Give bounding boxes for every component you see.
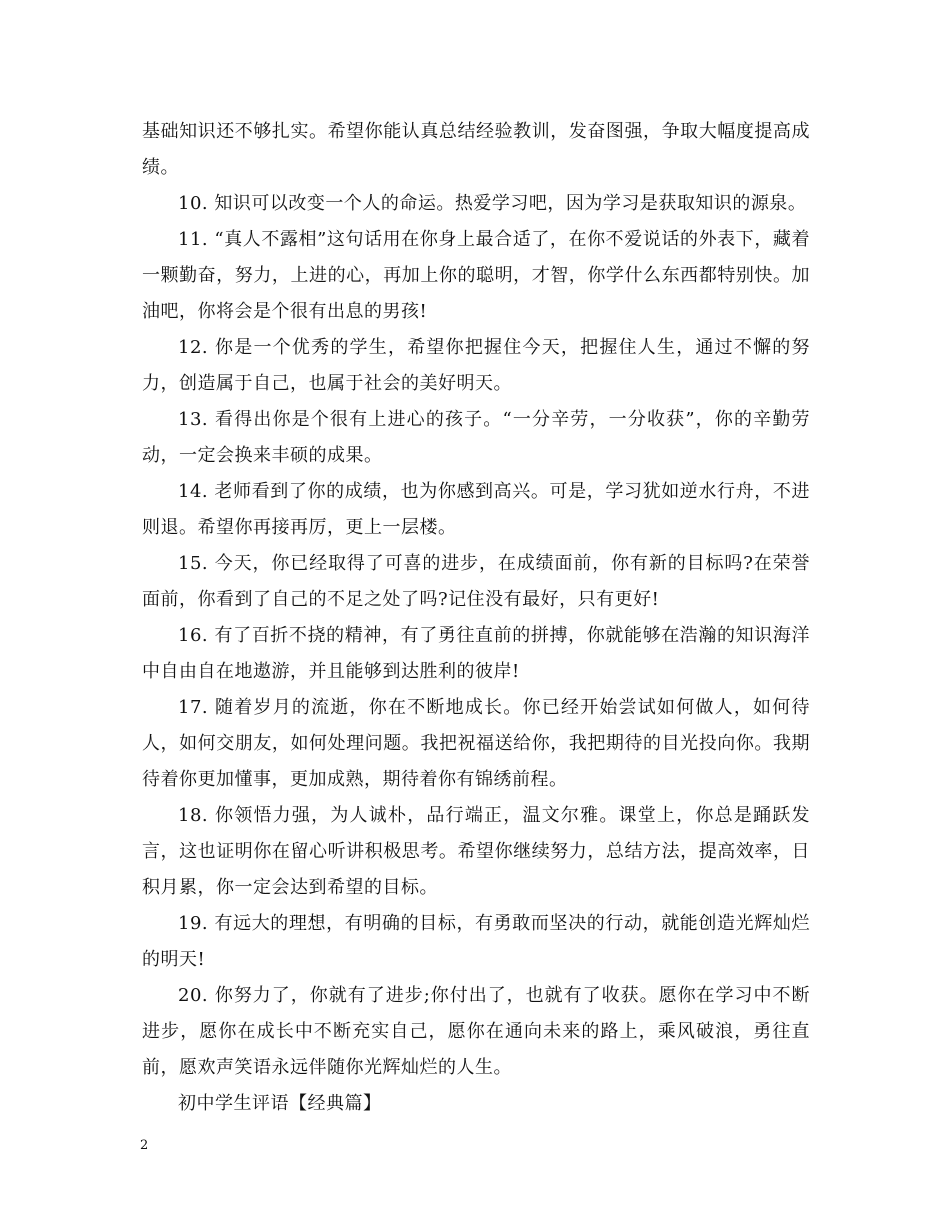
- section-heading: 初中学生评语【经典篇】: [178, 1093, 382, 1114]
- document-body: [142, 114, 810, 1122]
- comment-item-14: 14. 老师看到了你的成绩，也为你感到高兴。可是，学习犹如逆水行舟，不进则退。希望你再接再厉，更上一层楼。: [142, 481, 810, 538]
- comment-item-15: 15. 今天，你已经取得了可喜的进步，在成绩面前，你有新的目标吗?在荣誉面前，你看到了自己的不足之处了吗?记住没有最好，只有更好!: [142, 553, 810, 610]
- comment-item-17: 17. 随着岁月的流逝，你在不断地成长。你已经开始尝试如何做人，如何待人，如何交朋友，如何处理问题。我把祝福送给你，我把期待的目光投向你。我期待着你更加懂事，更加成熟，期待着你有锦绣前程。: [142, 697, 810, 790]
- comment-item-20: 20. 你努力了，你就有了进步;你付出了，也就有了收获。愿你在学习中不断进步，愿你在成长中不断充实自己，愿你在通向未来的路上，乘风破浪，勇往直前，愿欢声笑语永远伴随你光辉灿烂的人生。: [142, 985, 810, 1078]
- comment-item-11: 11. “真人不露相”这句话用在你身上最合适了，在你不爱说话的外表下，藏着一颗勤奋，努力，上进的心，再加上你的聪明，才智，你学什么东西都特别快。加油吧，你将会是个很有出息的男孩!: [142, 229, 810, 322]
- comment-item-10: 10. 知识可以改变一个人的命运。热爱学习吧，因为学习是获取知识的源泉。: [178, 193, 807, 214]
- comment-item-16: 16. 有了百折不挠的精神，有了勇往直前的拼搏，你就能够在浩瀚的知识海洋中自由自在地遨游，并且能够到达胜利的彼岸!: [142, 625, 810, 682]
- comment-item-12: 12. 你是一个优秀的学生，希望你把握住今天，把握住人生，通过不懈的努力，创造属于自己，也属于社会的美好明天。: [142, 337, 810, 394]
- comment-item-18: 18. 你领悟力强，为人诚朴，品行端正，温文尔雅。课堂上，你总是踊跃发言，这也证明你在留心听讲积极思考。希望你继续努力，总结方法，提高效率，日积月累，你一定会达到希望的目标。: [142, 805, 810, 898]
- comment-item-19: 19. 有远大的理想，有明确的目标，有勇敢而坚决的行动，就能创造光辉灿烂的明天!: [142, 913, 810, 970]
- paragraph-continuation: 基础知识还不够扎实。希望你能认真总结经验教训，发奋图强，争取大幅度提高成绩。: [142, 121, 810, 178]
- page-number: 2: [140, 1138, 149, 1153]
- comment-item-13: 13. 看得出你是个很有上进心的孩子。“一分辛劳，一分收获”，你的辛勤劳动，一定会换来丰硕的成果。: [142, 409, 810, 466]
